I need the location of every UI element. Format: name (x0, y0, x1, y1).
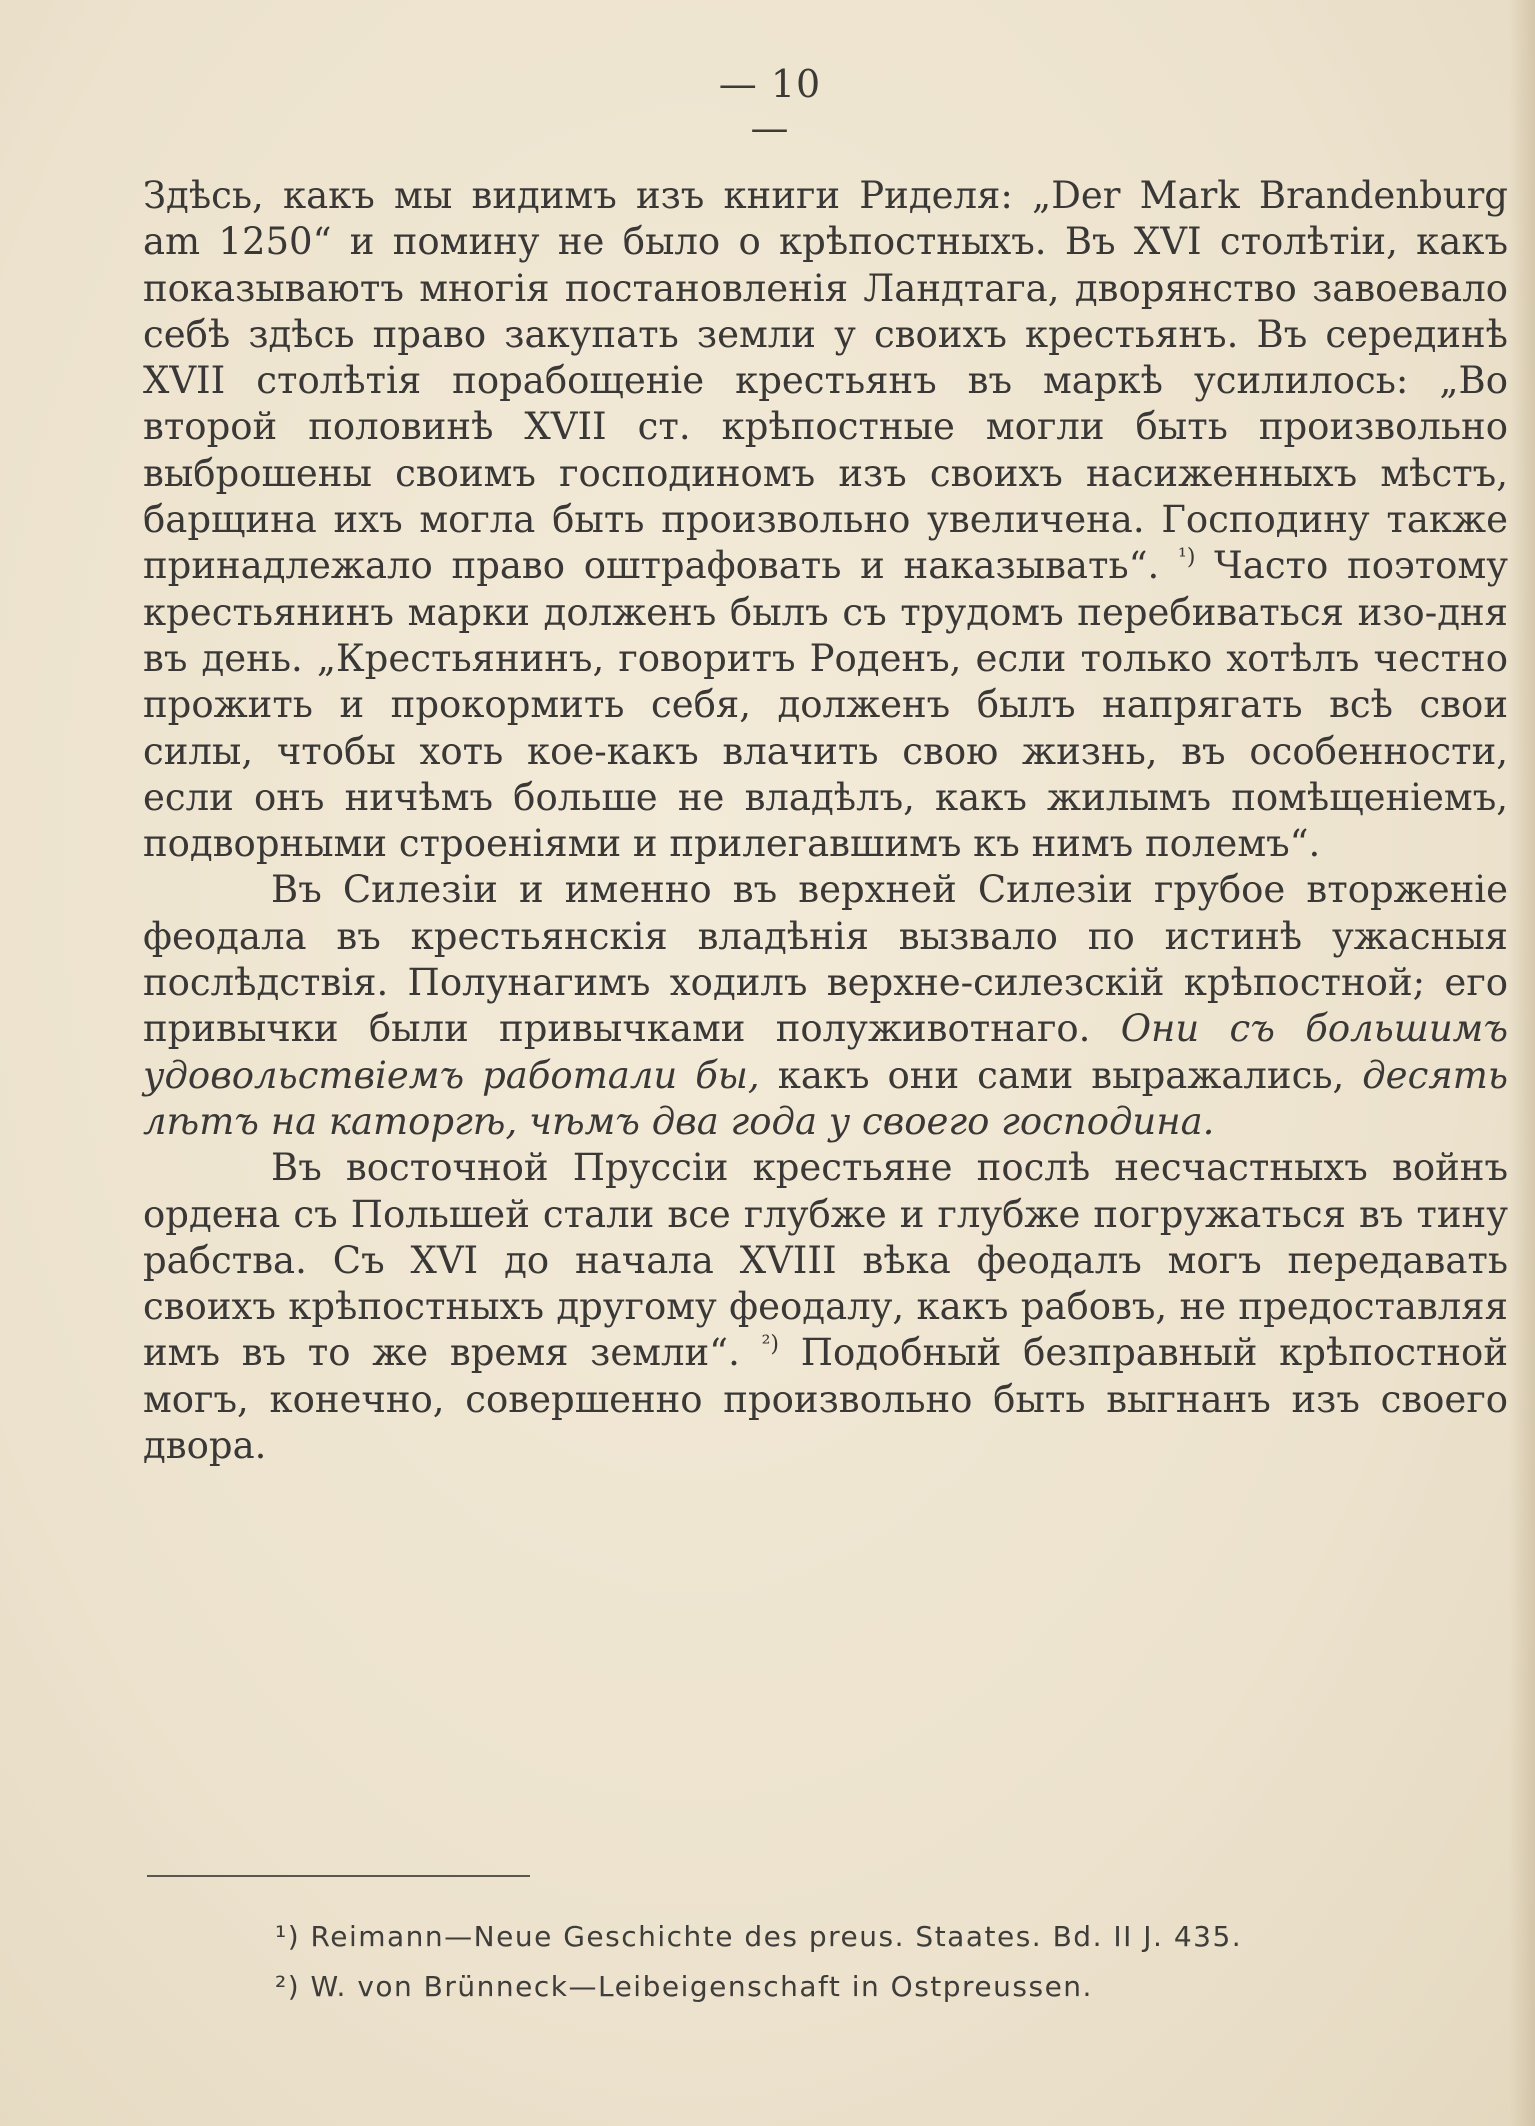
footnote-reference-2: ²) (761, 1332, 779, 1358)
footnote-1: ¹) Reimann—Neue Geschichte des preus. Staates. Bd. II J. 435. (275, 1920, 1243, 1953)
main-text (143, 173, 1508, 1469)
text-segment: Въ восточной Пруссіи крестьяне послѣ несчастныхъ войнъ ордена съ Польшей стали все глубже и глубже погружаться въ тину рабства. Съ XVI до начала XVIII вѣка феодалъ могъ передавать своихъ крѣпостныхъ другому феодалу, какъ рабовъ, не предоставляя имъ въ то же время земли“. (143, 1146, 1508, 1375)
page-number: — 10 — (718, 62, 822, 150)
footnote-divider (147, 1875, 530, 1877)
paragraph-3 (143, 1145, 1508, 1469)
text-segment: Часто поэтому крестьянинъ марки долженъ былъ съ трудомъ перебиваться изо-дня въ день. „Крестьянинъ, говоритъ Роденъ, если только хотѣлъ честно прожить и прокормить себя, долженъ былъ напрягать всѣ свои силы, чтобы хоть кое-какъ влачить свою жизнь, въ особенности, если онъ ничѣмъ больше не владѣлъ, какъ жилымъ помѣщеніемъ, подворными строеніями и прилегавшимъ къ нимъ полемъ“. (143, 544, 1508, 866)
text-segment: Въ Силезіи и именно въ верхней Силезіи грубое вторженіе феодала въ крестьянскія владѣнія вызвало по истинѣ ужасныя послѣдствія. Полунагимъ ходилъ верхне-силезскій крѣпостной; его привычки были привычками полуживотнаго. (143, 868, 1508, 1051)
text-segment: Здѣсь, какъ мы видимъ изъ книги Риделя: „Der Mark Brandenburg am 1250“ и помину не было о крѣпостныхъ. Въ XVI столѣтіи, какъ показываютъ многія постановленія Ландтага, дворянство завоевало себѣ здѣсь право закупать земли у своихъ крестьянъ. Въ серединѣ XVII столѣтія порабощеніе крестьянъ въ маркѣ усилилось: „Во второй половинѣ XVII ст. крѣпостные могли быть произвольно выброшены своимъ господиномъ изъ своихъ насиженныхъ мѣстъ, барщина ихъ могла быть произвольно увеличена. Господину также принадлежало право оштрафовать и наказывать“. (143, 174, 1508, 588)
text-segment: Подобный безправный крѣпостной могъ, конечно, совершенно произвольно быть выгнанъ изъ своего двора. (143, 1331, 1508, 1468)
italic-text-segment: Они съ большимъ удовольствіемъ работали бы, (143, 1007, 1509, 1097)
footnote-reference-1: ¹) (1178, 545, 1196, 571)
paragraph-1 (143, 173, 1508, 867)
text-segment: какъ они сами выражались, (759, 1053, 1363, 1097)
italic-text-segment: десять лѣтъ на каторгѣ, чѣмъ два года у своего господина. (143, 1053, 1509, 1143)
footnotes (275, 1912, 1475, 2012)
page-edge-shadow (1509, 0, 1535, 2126)
paragraph-2 (143, 867, 1508, 1145)
footnote-2: ²) W. von Brünneck—Leibeigenschaft in Ostpreussen. (275, 1970, 1093, 2003)
